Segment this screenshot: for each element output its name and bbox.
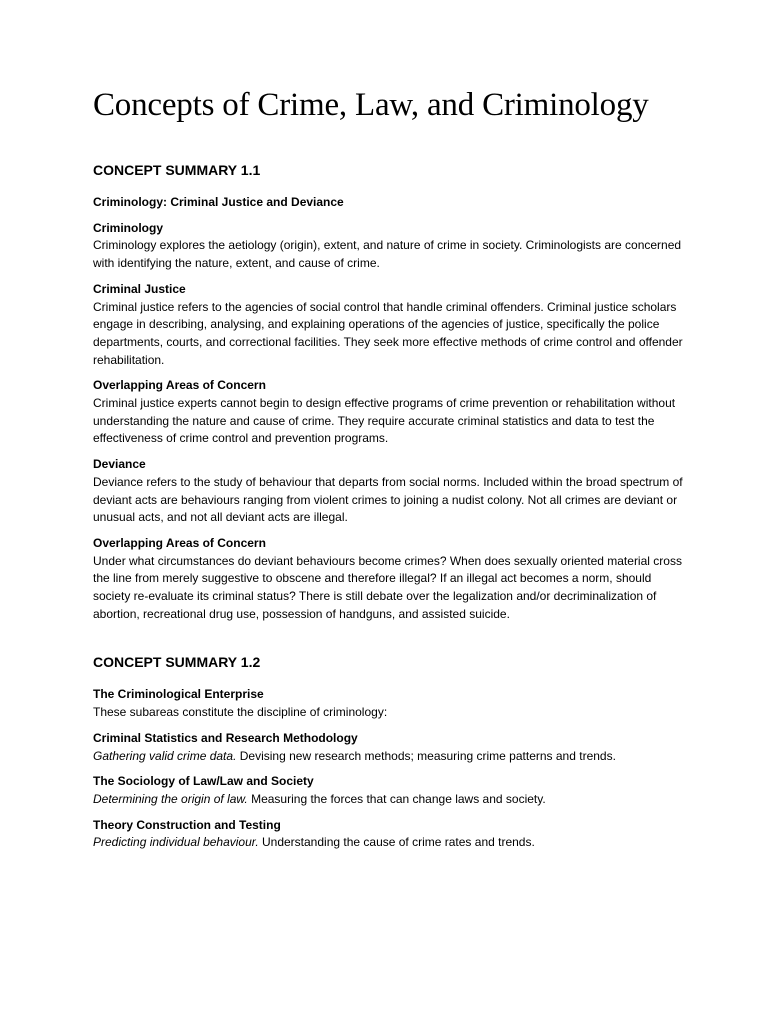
block-italic-lead: Gathering valid crime data. — [93, 748, 237, 763]
block-heading: Deviance — [93, 457, 146, 472]
concept-block — [93, 456, 683, 527]
block-heading: The Sociology of Law/Law and Society — [93, 774, 314, 789]
summary-subtitle: Criminology: Criminal Justice and Deviance — [93, 195, 344, 209]
block-body — [93, 834, 683, 852]
block-body: Criminology explores the aetiology (origin), extent, and nature of crime in society. Criminologists are concerned with identifying the nature, extent, and cause of crime. — [93, 238, 682, 271]
block-heading: Criminology — [93, 220, 164, 235]
block-italic-lead: Determining the origin of law. — [93, 791, 248, 806]
block-rest: Measuring the forces that can change laws and society. — [247, 791, 546, 806]
block-italic-lead: Predicting individual behaviour. — [93, 835, 259, 850]
concept-block — [93, 535, 683, 624]
block-body — [93, 791, 683, 809]
summary-heading: CONCEPT SUMMARY 1.1 — [93, 162, 261, 178]
document-page — [93, 86, 683, 860]
block-heading: Criminal Justice — [93, 281, 186, 296]
concept-block — [93, 773, 683, 808]
block-body: Criminal justice experts cannot begin to design effective programs of crime prevention or rehabilitation without understanding the nature and cause of crime. They require accurate criminal statistics and data to test the effectiveness of crime control and prevention programs. — [93, 396, 676, 446]
concept-block — [93, 220, 683, 273]
block-body: Criminal justice refers to the agencies of social control that handle criminal offenders. Criminal justice scholars engage in describing, analysing, and explaining operations of the agencies of justice, specifically the police departments, courts, and correctional facilities. They seek more effective methods of crime control and offender rehabilitation. — [93, 299, 683, 367]
concept-block — [93, 377, 683, 448]
block-rest: Understanding the cause of crime rates and trends. — [258, 835, 535, 850]
block-body: Deviance refers to the study of behaviour that departs from social norms. Included within the broad spectrum of deviant acts are behaviours ranging from violent crimes to joining a nudist colony. Not all crimes are deviant or unusual acts, and not all deviant acts are illegal. — [93, 474, 683, 525]
block-body: Under what circumstances do deviant behaviours become crimes? When does sexually oriented material cross the line from merely suggestive to obscene and therefore illegal? If an illegal act becomes a norm, should society re-evaluate its criminal status? There is still debate over the legalization and/or decriminalization of abortion, recreational drug use, possession of handguns, and assisted suicide. — [93, 553, 682, 621]
concept-summary-1-1 — [93, 161, 683, 623]
block-heading: Theory Construction and Testing — [93, 817, 281, 832]
concept-block — [93, 281, 683, 370]
summary-heading: CONCEPT SUMMARY 1.2 — [93, 654, 261, 671]
block-heading: Overlapping Areas of Concern — [93, 535, 266, 550]
block-heading: Overlapping Areas of Concern — [93, 378, 266, 393]
block-heading: Criminal Statistics and Research Methodology — [93, 730, 358, 745]
summary-subtitle: The Criminological Enterprise — [93, 687, 264, 702]
page-title: Concepts of Crime, Law, and Criminology — [93, 87, 649, 123]
summary-intro: These subareas constitute the discipline of criminology: — [93, 705, 388, 720]
concept-block — [93, 817, 683, 852]
block-body — [93, 748, 683, 766]
concept-summary-1-2 — [93, 653, 683, 852]
block-rest: Devising new research methods; measuring crime patterns and trends. — [236, 748, 616, 763]
concept-block — [93, 730, 683, 765]
